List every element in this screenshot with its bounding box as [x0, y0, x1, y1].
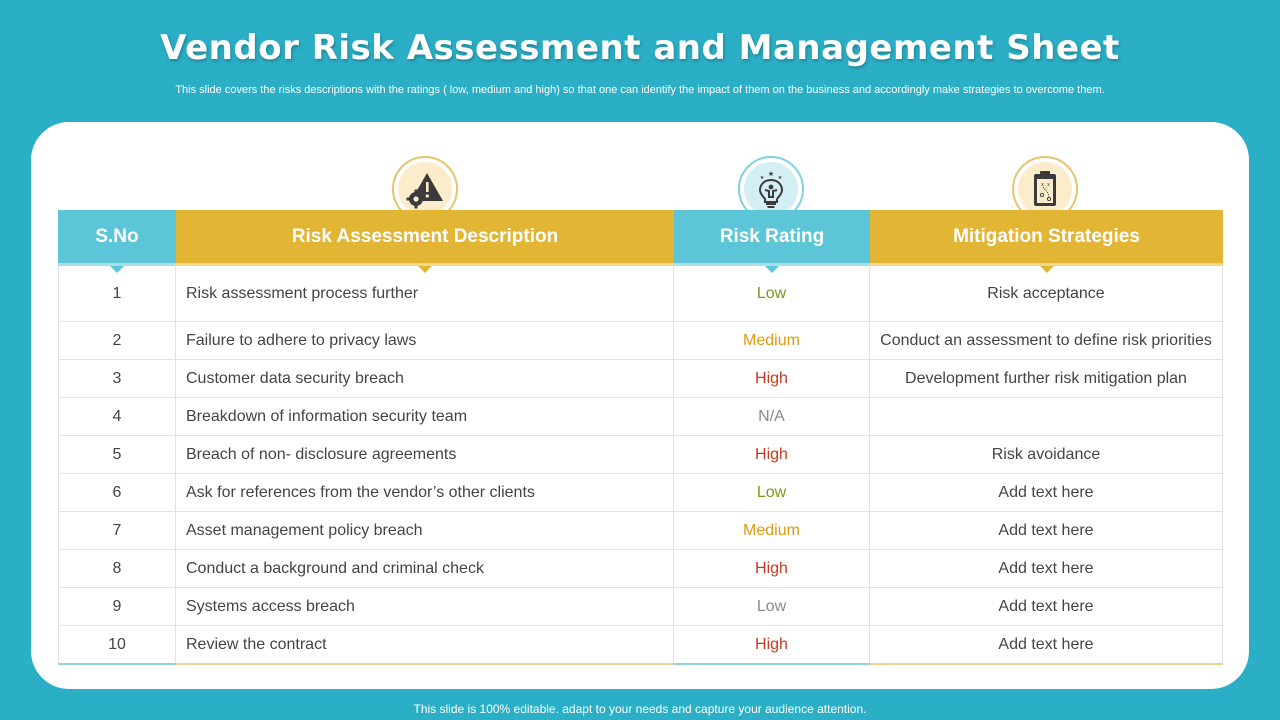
- cell-sno: 2: [58, 322, 176, 359]
- cell-strategy: Conduct an assessment to define risk priorities: [870, 322, 1223, 359]
- cell-rating: N/A: [674, 398, 870, 435]
- table-row: [58, 550, 1223, 588]
- cell-sno: 5: [58, 436, 176, 473]
- cell-description: Conduct a background and criminal check: [176, 550, 674, 587]
- cell-sno: 7: [58, 512, 176, 549]
- table-bottom-rule: [58, 663, 1223, 665]
- table-row: [58, 474, 1223, 512]
- svg-text:x: x: [1041, 182, 1044, 188]
- cell-sno: 10: [58, 626, 176, 663]
- cell-strategy: Add text here: [870, 588, 1223, 625]
- table-row: [58, 512, 1223, 550]
- cell-strategy: Add text here: [870, 512, 1223, 549]
- cell-rating: Low: [674, 588, 870, 625]
- cell-description: Risk assessment process further: [176, 266, 674, 321]
- cell-strategy: Add text here: [870, 626, 1223, 663]
- table-row: [58, 398, 1223, 436]
- cell-rating: High: [674, 626, 870, 663]
- cell-rating: Medium: [674, 322, 870, 359]
- cell-description: Breakdown of information security team: [176, 398, 674, 435]
- cell-sno: 6: [58, 474, 176, 511]
- svg-text:★: ★: [759, 175, 765, 181]
- svg-text:★: ★: [777, 175, 783, 181]
- table-row: [58, 266, 1223, 322]
- cell-rating: Medium: [674, 512, 870, 549]
- cell-strategy: Risk avoidance: [870, 436, 1223, 473]
- cell-description: Breach of non- disclosure agreements: [176, 436, 674, 473]
- cell-description: Asset management policy breach: [176, 512, 674, 549]
- slide-subtitle: This slide covers the risks descriptions with the ratings ( low, medium and high) so that one can identify the impact of them on the business and accordingly make strategies to overcome them.: [175, 84, 1105, 96]
- header-rating: Risk Rating: [674, 210, 870, 266]
- cell-strategy: Development further risk mitigation plan: [870, 360, 1223, 397]
- cell-strategy: [870, 398, 1223, 435]
- risk-table: [58, 210, 1223, 665]
- header-strategy: Mitigation Strategies: [870, 210, 1223, 266]
- svg-text:x: x: [1047, 182, 1050, 188]
- slide-footer: This slide is 100% editable. adapt to your needs and capture your audience attention.: [413, 702, 867, 716]
- cell-sno: 9: [58, 588, 176, 625]
- cell-strategy: Risk acceptance: [870, 266, 1223, 321]
- cell-sno: 4: [58, 398, 176, 435]
- table-header-row: [58, 210, 1223, 266]
- slide-title: Vendor Risk Assessment and Management Sheet: [160, 28, 1120, 68]
- cell-rating: Low: [674, 266, 870, 321]
- cell-strategy: Add text here: [870, 550, 1223, 587]
- header-description: Risk Assessment Description: [176, 210, 674, 266]
- cell-strategy: Add text here: [870, 474, 1223, 511]
- svg-text:★: ★: [767, 170, 775, 178]
- table-row: [58, 360, 1223, 398]
- header-sno: S.No: [58, 210, 176, 266]
- cell-description: Customer data security breach: [176, 360, 674, 397]
- cell-sno: 1: [58, 266, 176, 321]
- cell-description: Review the contract: [176, 626, 674, 663]
- cell-description: Ask for references from the vendor’s other clients: [176, 474, 674, 511]
- cell-description: Failure to adhere to privacy laws: [176, 322, 674, 359]
- cell-rating: High: [674, 360, 870, 397]
- cell-sno: 8: [58, 550, 176, 587]
- table-row: [58, 588, 1223, 626]
- table-row: [58, 436, 1223, 474]
- table-row: [58, 322, 1223, 360]
- cell-rating: High: [674, 550, 870, 587]
- cell-rating: Low: [674, 474, 870, 511]
- table-row: [58, 626, 1223, 663]
- cell-rating: High: [674, 436, 870, 473]
- cell-description: Systems access breach: [176, 588, 674, 625]
- cell-sno: 3: [58, 360, 176, 397]
